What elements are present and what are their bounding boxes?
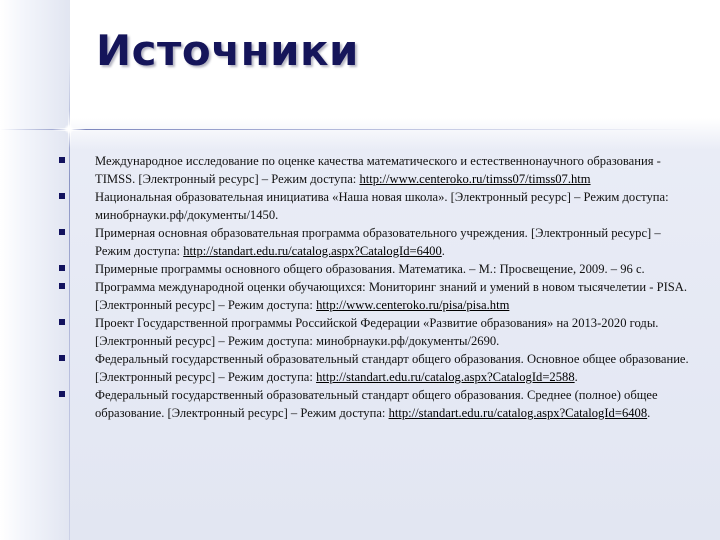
source-suffix: . bbox=[441, 244, 445, 258]
square-bullet-icon bbox=[59, 391, 65, 397]
source-text: Проект Государственной программы Российской Федерации «Развитие образования» на 2013-2020 годы. [Электронный ресурс] – Режим доступа: минобрнауки.рф/документы/2690. bbox=[95, 316, 659, 348]
source-text: Международное исследование по оценке качества математического и естественнонаучного образования - TIMSS. [Электронный ресурс] – Режим доступа: bbox=[95, 154, 661, 186]
source-link[interactable]: http://standart.edu.ru/catalog.aspx?CatalogId=2588 bbox=[316, 370, 575, 384]
source-text: Федеральный государственный образовательный стандарт общего образования. Основное общее образование. [Электронный ресурс] – Режим доступа: bbox=[95, 352, 689, 384]
source-link[interactable]: http://standart.edu.ru/catalog.aspx?CatalogId=6408 bbox=[388, 406, 648, 420]
source-item bbox=[58, 278, 698, 314]
square-bullet-icon bbox=[59, 157, 65, 163]
source-text: Национальная образовательная инициатива «Наша новая школа». [Электронный ресурс] – Режим доступа: минобрнауки.рф/документы/1450. bbox=[95, 190, 669, 222]
source-text: Примерные программы основного общего образования. Математика. – М.: Просвещение, 2009. – 96 с. bbox=[95, 262, 645, 276]
source-text: Программа международной оценки обучающихся: Мониторинг знаний и умений в новом тысячелетии - PISA. [Электронный ресурс] – Режим доступа: bbox=[95, 280, 688, 312]
source-item bbox=[58, 350, 698, 386]
source-link[interactable]: http://www.centeroko.ru/timss07/timss07.htm bbox=[359, 172, 591, 186]
square-bullet-icon bbox=[59, 229, 65, 235]
square-bullet-icon bbox=[59, 319, 65, 325]
source-suffix: . bbox=[574, 370, 578, 384]
source-item bbox=[58, 314, 698, 350]
source-link[interactable]: http://www.centeroko.ru/pisa/pisa.htm bbox=[316, 298, 510, 312]
square-bullet-icon bbox=[59, 193, 65, 199]
source-link[interactable]: http://standart.edu.ru/catalog.aspx?CatalogId=6400 bbox=[183, 244, 442, 258]
source-item bbox=[58, 260, 698, 278]
source-text: Федеральный государственный образовательный стандарт общего образования. Среднее (полное) общее образование. [Электронный ресурс] – Режим доступа: bbox=[95, 388, 658, 420]
sources-list bbox=[58, 152, 698, 422]
horizontal-divider bbox=[0, 129, 700, 130]
source-item bbox=[58, 224, 698, 260]
source-text: Примерная основная образовательная программа образовательного учреждения. [Электронный ресурс] – Режим доступа: bbox=[95, 226, 661, 258]
page-title: Источники bbox=[96, 26, 359, 75]
source-item bbox=[58, 188, 698, 224]
sparkle-icon bbox=[64, 124, 74, 134]
source-item bbox=[58, 386, 698, 422]
square-bullet-icon bbox=[59, 355, 65, 361]
square-bullet-icon bbox=[59, 265, 65, 271]
square-bullet-icon bbox=[59, 283, 65, 289]
source-suffix: . bbox=[647, 406, 651, 420]
source-item bbox=[58, 152, 698, 188]
